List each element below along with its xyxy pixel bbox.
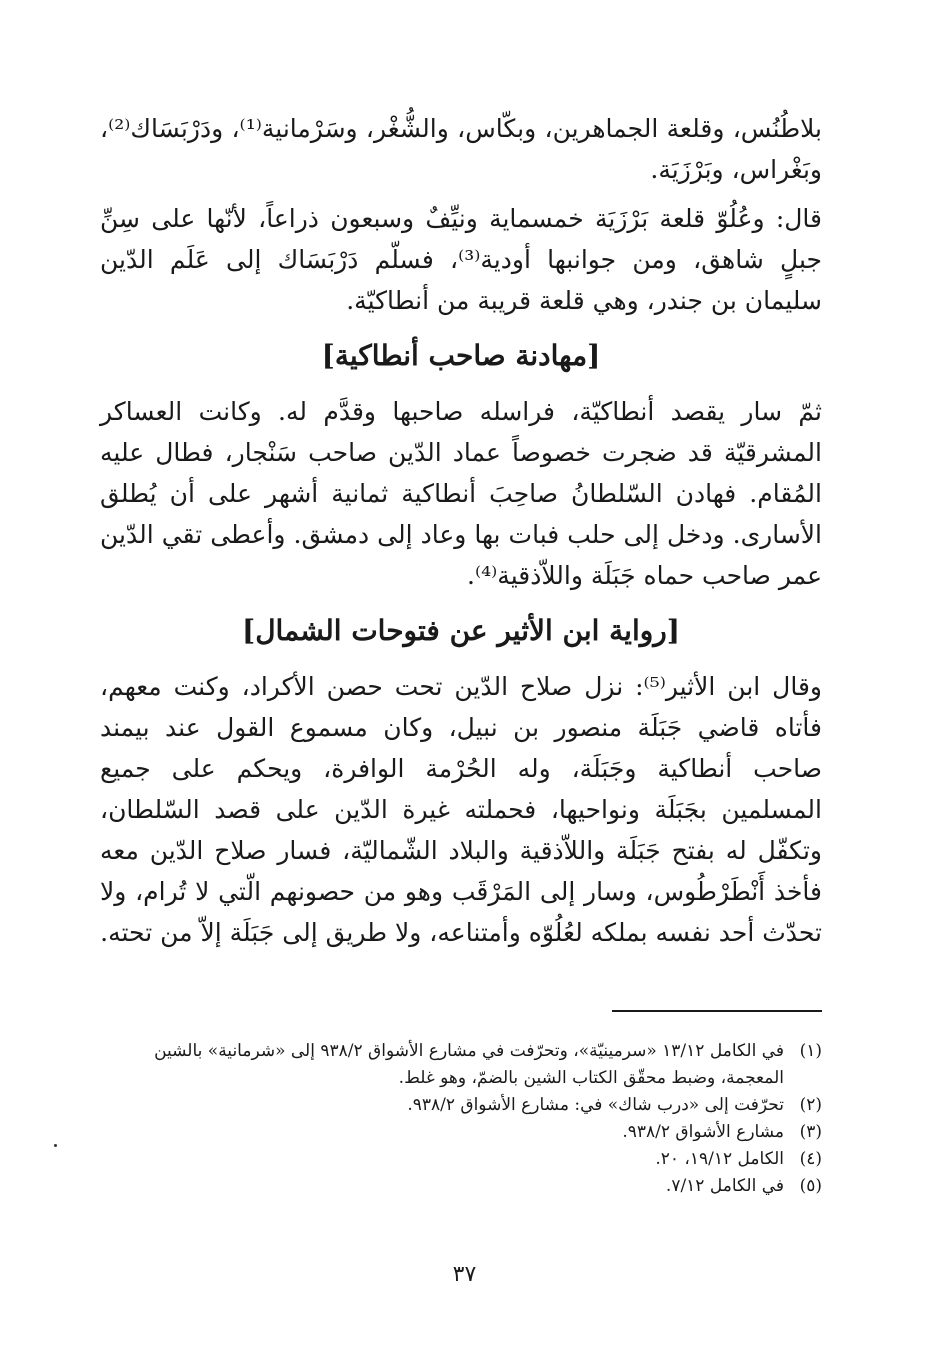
footnote-text: تحرّفت إلى «درب شاك» في: مشارع الأشواق ٩٣٨/٢. <box>407 1095 784 1115</box>
paragraph-1: بلاطُنُس، وقلعة الجماهرين، وبكّاس، والشُّغْر، وسَرْمانية⁽¹⁾، ودَرْبَسَاك⁽²⁾، وبَغْراس، وبَرْزَيَة. <box>100 114 822 184</box>
footnote-text: في الكامل ١٣/١٢ «سرمينيّة»، وتحرّفت في مشارع الأشواق ٩٣٨/٢ إلى «شرمانية» بالشين المعجمة، وضبط محقّق الكتاب الشين بالضمّ، وهو غلط. <box>154 1041 784 1088</box>
footnote-number: (٤) <box>799 1149 822 1169</box>
footnote-divider <box>612 1010 822 1012</box>
scan-speck <box>54 1144 57 1147</box>
footnotes <box>100 1038 822 1200</box>
footnote-number: (٣) <box>799 1122 822 1142</box>
footnote-3 <box>100 1119 822 1146</box>
main-text <box>100 108 822 953</box>
paragraph-4: وقال ابن الأثير⁽⁵⁾: نزل صلاح الدّين تحت حصن الأكراد، وكنت معهم، فأتاه قاضي جَبَلَة منصور بن نبيل، وكان مسموع القول عند بيمند صاحب أنطاكية وجَبَلَة، وله الحُرْمة الوافرة، ويحكم على جميع المسلمين بجَبَلَة ونواحيها، فحملته غيرة الدّين على قصد السّلطان، وتكفّل له بفتح جَبَلَة واللاّذقية والبلاد الشّماليّة، فسار صلاح الدّين معه فأخذ أَنْطَرْطُوس، وسار إلى المَرْقَب وهو من حصونهم الّتي لا تُرام، ولا تحدّث أحد نفسه بملكه لعُلُوّه وأمتناعه، ولا طريق إلى جَبَلَة إلاّ من تحته. <box>100 672 822 947</box>
section-heading-ibn-al-athir: [رواية ابن الأثير عن فتوحات الشمال] <box>241 614 681 647</box>
footnote-number: (٢) <box>799 1095 822 1115</box>
section-heading-antioch-truce: [مهادنة صاحب أنطاكية] <box>321 339 601 372</box>
footnote-1 <box>100 1038 822 1092</box>
footnote-4 <box>100 1146 822 1173</box>
footnote-2 <box>100 1092 822 1119</box>
paragraph-3: ثمّ سار يقصد أنطاكيّة، فراسله صاحبها وقدَّم له. وكانت العساكر المشرقيّة قد ضجرت خصوصاً عماد الدّين صاحب سَنْجار، فطال عليه المُقام. فهادن السّلطانُ صاحِبَ أنطاكية ثمانية أشهر على أن يُطلق الأسارى. ودخل إلى حلب فبات بها وعاد إلى دمشق. وأعطى تقي الدّين عمر صاحب حماه جَبَلَة واللاّذقية⁽⁴⁾. <box>100 397 822 590</box>
footnote-number: (٥) <box>799 1176 822 1196</box>
page-number: ٣٧ <box>452 1262 477 1287</box>
footnote-number: (١) <box>799 1041 822 1061</box>
footnote-text: في الكامل ٧/١٢. <box>665 1176 784 1196</box>
footnote-text: مشارع الأشواق ٩٣٨/٢. <box>622 1122 784 1142</box>
footnote-text: الكامل ١٩/١٢، ٢٠. <box>655 1149 784 1169</box>
footnote-5 <box>100 1173 822 1200</box>
paragraph-2: قال: وعُلُوّ قلعة بَرْزَيَة خمسماية ونيِّفٌ وسبعون ذراعاً، لأنّها على سِنِّ جبلٍ شاهق، ومن جوانبها أودية⁽³⁾، فسلّم دَرْبَسَاك إلى عَلَم الدّين سليمان بن جندر، وهي قلعة قريبة من أنطاكيّة. <box>100 204 822 315</box>
